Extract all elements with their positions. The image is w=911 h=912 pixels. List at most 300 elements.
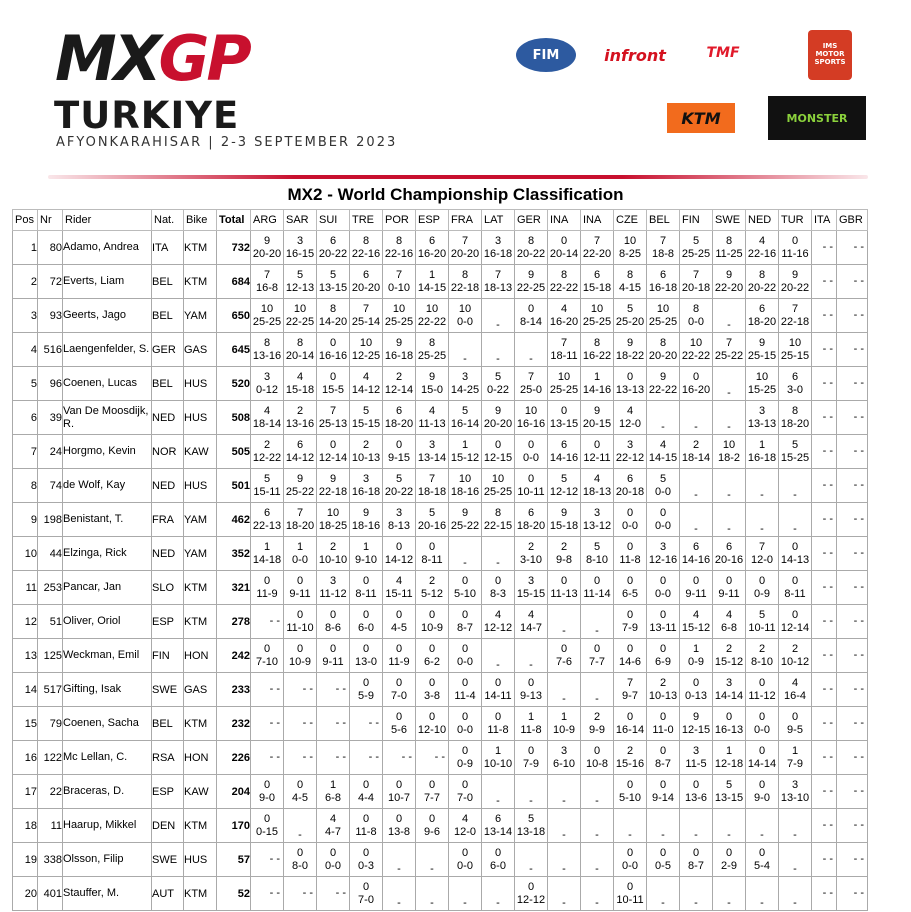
table-row (13, 537, 868, 571)
cell-number: 338 (38, 843, 63, 877)
cell-round-result (581, 809, 614, 843)
no-result: - - (822, 683, 833, 696)
round-points: 3 (725, 676, 733, 689)
cell-round-result (779, 367, 812, 401)
cell-round-result (746, 231, 779, 265)
moto-points: 18-20 (747, 315, 777, 328)
col-round: SWE (713, 210, 746, 231)
no-result: - - (822, 717, 833, 730)
cell-round-result (383, 741, 416, 775)
moto-points: 22-15 (483, 519, 513, 532)
no-result: - (760, 829, 764, 842)
round-points: 0 (362, 608, 370, 621)
cell-bike: YAM (184, 503, 217, 537)
cell-round-result (680, 265, 713, 299)
moto-points: 12-14 (384, 383, 414, 396)
round-points: 2 (626, 744, 634, 757)
cell-round-result (482, 299, 515, 333)
infront-logo: infront (604, 45, 666, 65)
moto-points: 25-22 (450, 519, 480, 532)
round-points: 8 (296, 336, 304, 349)
round-points: 0 (296, 574, 304, 587)
round-points: 0 (362, 778, 370, 791)
cell-nationality: SWE (152, 673, 184, 707)
cell-round-result (284, 741, 317, 775)
round-points: 10 (392, 302, 406, 315)
round-points: 9 (494, 404, 502, 417)
round-points: 10 (524, 404, 538, 417)
cell-round-result (581, 469, 614, 503)
no-result: - - (822, 581, 833, 594)
moto-points: 20-22 (318, 247, 348, 260)
cell-round-result (779, 265, 812, 299)
round-points: 0 (461, 778, 469, 791)
cell-rider: Everts, Liam (63, 265, 152, 299)
moto-points: 11-8 (520, 723, 542, 736)
round-points: 3 (329, 574, 337, 587)
moto-points: 25-0 (519, 383, 543, 396)
col-round: LAT (482, 210, 515, 231)
cell-round-result (350, 707, 383, 741)
round-points: 5 (593, 540, 601, 553)
cell-round-result (383, 775, 416, 809)
moto-points: 13-11 (649, 621, 677, 634)
moto-points: 8-0 (292, 859, 308, 872)
moto-points: 9-10 (354, 553, 378, 566)
cell-round-result (449, 741, 482, 775)
moto-points: 12-14 (780, 621, 810, 634)
moto-points: 7-7 (589, 655, 605, 668)
cell-round-result (350, 435, 383, 469)
moto-points: 0-0 (655, 519, 671, 532)
cell-total: 732 (217, 231, 251, 265)
cell-round-result (449, 707, 482, 741)
cell-round-result (812, 741, 837, 775)
cell-round-result (779, 537, 812, 571)
no-result: - - (269, 717, 280, 730)
cell-round-result (581, 367, 614, 401)
round-points: 5 (692, 234, 700, 247)
ims-logo: IMS MOTOR SPORTS (808, 30, 852, 80)
cell-round-result (713, 571, 746, 605)
moto-points: 18-22 (615, 349, 645, 362)
moto-points: 5-4 (754, 859, 770, 872)
table-row (13, 775, 868, 809)
round-points: 0 (461, 846, 469, 859)
round-points: 2 (725, 642, 733, 655)
no-result: - - (302, 887, 313, 900)
cell-round-result (284, 503, 317, 537)
cell-round-result (680, 537, 713, 571)
moto-points: 15-25 (747, 383, 777, 396)
cell-round-result (515, 469, 548, 503)
no-result: - - (853, 241, 864, 254)
moto-points: 10-11 (748, 621, 776, 634)
cell-nationality: ITA (152, 231, 184, 265)
cell-round-result (812, 605, 837, 639)
cell-round-result (647, 299, 680, 333)
no-result: - - (822, 377, 833, 390)
round-points: 9 (725, 268, 733, 281)
round-points: 4 (362, 370, 370, 383)
round-points: 2 (263, 438, 271, 451)
cell-total: 684 (217, 265, 251, 299)
cell-round-result (812, 265, 837, 299)
cell-round-result (548, 367, 581, 401)
cell-round-result (416, 605, 449, 639)
cell-position: 18 (13, 809, 38, 843)
no-result: - - (822, 853, 833, 866)
cell-round-result (251, 367, 284, 401)
no-result: - - (822, 479, 833, 492)
cell-bike: KTM (184, 809, 217, 843)
no-result: - (496, 795, 500, 808)
cell-number: 51 (38, 605, 63, 639)
no-result: - - (822, 275, 833, 288)
moto-points: 10-13 (351, 451, 381, 464)
cell-round-result (317, 299, 350, 333)
cell-round-result (383, 639, 416, 673)
no-result: - (595, 795, 599, 808)
cell-round-result (284, 673, 317, 707)
round-points: 7 (626, 676, 634, 689)
moto-points: 10-8 (585, 757, 609, 770)
moto-points: 9-14 (651, 791, 675, 804)
cell-round-result (482, 367, 515, 401)
cell-round-result (746, 469, 779, 503)
moto-points: 16-14 (615, 723, 645, 736)
cell-round-result (482, 741, 515, 775)
round-points: 10 (788, 336, 802, 349)
moto-points: 25-25 (582, 315, 612, 328)
round-points: 0 (659, 642, 667, 655)
cell-round-result (779, 333, 812, 367)
moto-points: 13-13 (747, 417, 777, 430)
cell-number: 24 (38, 435, 63, 469)
round-points: 0 (593, 642, 601, 655)
round-points: 1 (494, 744, 502, 757)
round-points: 10 (557, 370, 571, 383)
cell-round-result (779, 843, 812, 877)
moto-points: 18-11 (550, 349, 578, 362)
cell-round-result (548, 571, 581, 605)
no-result: - - (822, 547, 833, 560)
col-round: GBR (837, 210, 868, 231)
cell-total: 508 (217, 401, 251, 435)
cell-number: 39 (38, 401, 63, 435)
cell-round-result (449, 367, 482, 401)
cell-round-result (548, 741, 581, 775)
moto-points: 15-12 (450, 451, 480, 464)
cell-total: 242 (217, 639, 251, 673)
cell-round-result (317, 741, 350, 775)
col-round: FIN (680, 210, 713, 231)
cell-round-result (251, 503, 284, 537)
moto-points: 25-15 (747, 349, 777, 362)
cell-round-result (251, 605, 284, 639)
cell-round-result (284, 333, 317, 367)
moto-points: 0-0 (457, 859, 473, 872)
cell-nationality: FRA (152, 503, 184, 537)
round-points: 0 (329, 438, 337, 451)
round-points: 2 (593, 710, 601, 723)
cell-round-result (416, 809, 449, 843)
round-points: 8 (494, 506, 502, 519)
round-points: 2 (527, 540, 535, 553)
moto-points: 11-14 (583, 587, 611, 600)
cell-round-result (317, 775, 350, 809)
no-result: - (595, 863, 599, 876)
cell-round-result (548, 265, 581, 299)
round-points: 3 (362, 472, 370, 485)
cell-round-result (837, 843, 868, 877)
cell-round-result (713, 843, 746, 877)
moto-points: 14-25 (450, 383, 480, 396)
cell-round-result (317, 707, 350, 741)
cell-number: 80 (38, 231, 63, 265)
moto-points: 22-13 (252, 519, 282, 532)
cell-round-result (482, 333, 515, 367)
round-points: 5 (626, 302, 634, 315)
cell-round-result (383, 843, 416, 877)
no-result: - - (368, 751, 379, 764)
cell-round-result (647, 503, 680, 537)
cell-bike: HUS (184, 843, 217, 877)
round-points: 1 (692, 642, 700, 655)
round-points: 0 (593, 438, 601, 451)
moto-points: 10-9 (288, 655, 312, 668)
cell-round-result (416, 741, 449, 775)
round-points: 0 (428, 540, 436, 553)
moto-points: 11-4 (454, 689, 476, 702)
cell-nationality: NED (152, 401, 184, 435)
round-points: 0 (626, 540, 634, 553)
round-points: 4 (593, 472, 601, 485)
cell-round-result (350, 673, 383, 707)
cell-position: 13 (13, 639, 38, 673)
moto-points: 0-0 (457, 723, 473, 736)
cell-round-result (482, 673, 515, 707)
cell-round-result (581, 571, 614, 605)
round-points: 0 (494, 676, 502, 689)
cell-round-result (350, 571, 383, 605)
no-result: - (628, 829, 632, 842)
cell-round-result (317, 231, 350, 265)
cell-round-result (647, 265, 680, 299)
no-result: - (727, 829, 731, 842)
round-points: 1 (791, 744, 799, 757)
moto-points: 22-20 (582, 247, 612, 260)
moto-points: 20-18 (615, 485, 645, 498)
moto-points: 8-7 (655, 757, 671, 770)
round-points: 0 (263, 642, 271, 655)
round-points: 0 (725, 846, 733, 859)
moto-points: 7-10 (255, 655, 279, 668)
round-points: 10 (755, 370, 769, 383)
cell-number: 516 (38, 333, 63, 367)
no-result: - (793, 897, 797, 910)
round-points: 3 (461, 370, 469, 383)
moto-points: 10-11 (517, 485, 545, 498)
cell-round-result (812, 299, 837, 333)
round-points: 0 (692, 676, 700, 689)
cell-round-result (746, 605, 779, 639)
cell-round-result (581, 537, 614, 571)
cell-round-result (416, 231, 449, 265)
cell-rider: Van De Moosdijk, R. (63, 401, 152, 435)
event-header (0, 0, 911, 180)
moto-points: 18-20 (516, 519, 546, 532)
cell-bike: GAS (184, 333, 217, 367)
cell-nationality: ESP (152, 605, 184, 639)
cell-round-result (680, 401, 713, 435)
no-result: - - (822, 445, 833, 458)
round-points: 4 (494, 608, 502, 621)
cell-round-result (713, 299, 746, 333)
cell-round-result (812, 707, 837, 741)
moto-points: 9-5 (787, 723, 803, 736)
moto-points: 15-25 (780, 451, 810, 464)
round-points: 0 (362, 880, 370, 893)
cell-round-result (581, 503, 614, 537)
cell-number: 79 (38, 707, 63, 741)
moto-points: 5-10 (453, 587, 477, 600)
moto-points: 12-0 (453, 825, 477, 838)
table-row (13, 299, 868, 333)
cell-round-result (680, 367, 713, 401)
round-points: 0 (560, 642, 568, 655)
cell-round-result (350, 299, 383, 333)
cell-round-result (746, 809, 779, 843)
cell-position: 19 (13, 843, 38, 877)
round-points: 5 (329, 268, 337, 281)
cell-round-result (416, 571, 449, 605)
cell-total: 52 (217, 877, 251, 911)
no-result: - - (853, 649, 864, 662)
round-points: 0 (395, 540, 403, 553)
round-points: 3 (560, 744, 568, 757)
cell-round-result (515, 639, 548, 673)
no-result: - - (853, 615, 864, 628)
no-result: - - (853, 853, 864, 866)
cell-round-result (350, 537, 383, 571)
cell-round-result (713, 401, 746, 435)
cell-round-result (713, 537, 746, 571)
cell-round-result (680, 707, 713, 741)
moto-points: 20-14 (285, 349, 315, 362)
cell-round-result (746, 571, 779, 605)
moto-points: 10-10 (318, 553, 348, 566)
round-points: 0 (659, 710, 667, 723)
round-points: 9 (362, 506, 370, 519)
cell-round-result (482, 639, 515, 673)
round-points: 0 (626, 880, 634, 893)
round-points: 0 (758, 744, 766, 757)
no-result: - (562, 795, 566, 808)
moto-points: 14-7 (519, 621, 543, 634)
moto-points: 12-12 (516, 893, 546, 906)
moto-points: 14-20 (318, 315, 348, 328)
cell-round-result (317, 843, 350, 877)
cell-round-result (614, 469, 647, 503)
moto-points: 9-13 (519, 689, 543, 702)
cell-round-result (284, 469, 317, 503)
round-points: 6 (626, 472, 634, 485)
cell-round-result (251, 639, 284, 673)
round-points: 8 (527, 234, 535, 247)
cell-round-result (812, 231, 837, 265)
no-result: - - (822, 785, 833, 798)
moto-points: 25-20 (615, 315, 645, 328)
cell-round-result (449, 537, 482, 571)
cell-position: 3 (13, 299, 38, 333)
cell-round-result (416, 639, 449, 673)
cell-round-result (284, 639, 317, 673)
round-points: 7 (263, 268, 271, 281)
col-nr: Nr (38, 210, 63, 231)
cell-round-result (812, 571, 837, 605)
round-points: 6 (329, 234, 337, 247)
moto-points: 20-22 (384, 485, 414, 498)
round-points: 10 (656, 302, 670, 315)
round-points: 0 (494, 710, 502, 723)
cell-total: 170 (217, 809, 251, 843)
cell-round-result (746, 299, 779, 333)
cell-round-result (779, 299, 812, 333)
moto-points: 22-22 (681, 349, 711, 362)
cell-round-result (383, 877, 416, 911)
round-points: 9 (659, 370, 667, 383)
moto-points: 8-10 (585, 553, 609, 566)
moto-points: 0-9 (457, 757, 473, 770)
moto-points: 12-16 (648, 553, 678, 566)
moto-points: 16-20 (681, 383, 711, 396)
cell-number: 198 (38, 503, 63, 537)
moto-points: 7-0 (391, 689, 407, 702)
cell-bike: KTM (184, 265, 217, 299)
cell-position: 2 (13, 265, 38, 299)
moto-points: 13-15 (318, 281, 348, 294)
cell-rider: Gifting, Isak (63, 673, 152, 707)
moto-points: 9-11 (322, 655, 344, 668)
round-points: 4 (395, 574, 403, 587)
moto-points: 16-20 (417, 247, 447, 260)
round-points: 0 (461, 744, 469, 757)
moto-points: 18-20 (384, 417, 414, 430)
cell-round-result (449, 639, 482, 673)
cell-number: 44 (38, 537, 63, 571)
round-points: 4 (329, 812, 337, 825)
round-points: 0 (329, 608, 337, 621)
round-points: 0 (329, 846, 337, 859)
cell-round-result (482, 265, 515, 299)
no-result: - - (853, 717, 864, 730)
cell-round-result (284, 809, 317, 843)
no-result: - (562, 897, 566, 910)
cell-round-result (449, 877, 482, 911)
round-points: 5 (791, 438, 799, 451)
cell-round-result (680, 333, 713, 367)
round-points: 1 (263, 540, 271, 553)
no-result: - (595, 897, 599, 910)
cell-round-result (515, 503, 548, 537)
cell-round-result (449, 605, 482, 639)
round-points: 0 (461, 642, 469, 655)
cell-round-result (713, 707, 746, 741)
cell-rider: Olsson, Filip (63, 843, 152, 877)
round-points: 1 (296, 540, 304, 553)
moto-points: 18-18 (417, 485, 447, 498)
